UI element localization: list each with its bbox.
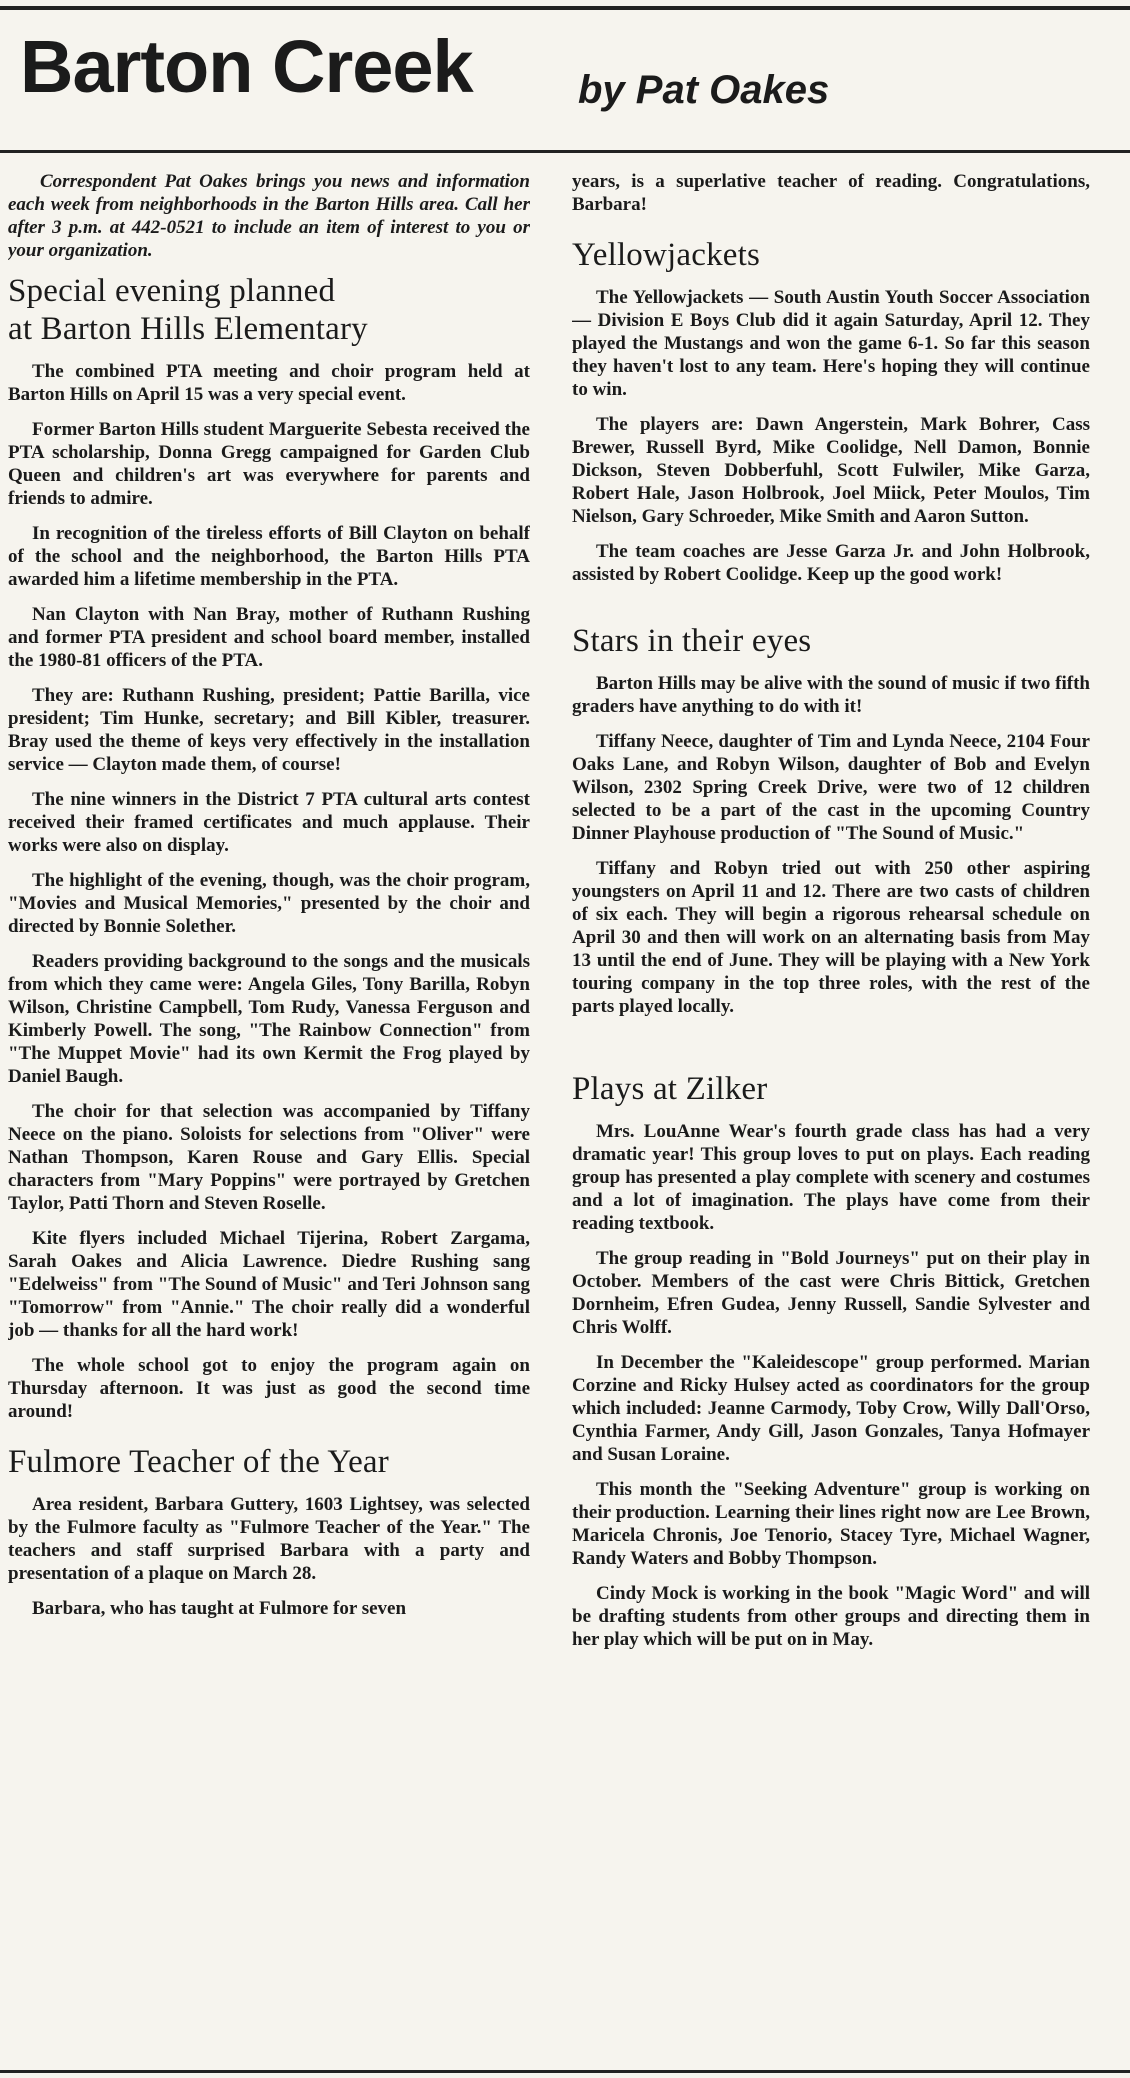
headline-line: at Barton Hills Elementary xyxy=(8,311,368,347)
article-paragraph: This month the "Seeking Adventure" group is working on their production. Learning their lines right now are Lee Brown, Maricela Chronis, Joe Tenorio, Stacey Tyre, Michael Wagner, Randy Waters and Bobby Thompson. xyxy=(572,1479,1090,1569)
byline: by Pat Oakes xyxy=(578,68,830,112)
right-column xyxy=(572,170,1090,2065)
article-paragraph: Barbara, who has taught at Fulmore for seven xyxy=(32,1598,407,1619)
article-paragraph: The combined PTA meeting and choir program held at Barton Hills on April 15 was a very special event. xyxy=(8,361,530,405)
article-paragraph: Barton Hills may be alive with the sound of music if two fifth graders have anything to do with it! xyxy=(572,673,1090,717)
article-paragraph: Tiffany and Robyn tried out with 250 other aspiring youngsters on April 11 and 12. There are two casts of children of six each. They will begin a rigorous rehearsal schedule on April 30 and then will work on an alternating basis from May 13 until the end of June. They will be playing with a New York touring company in the top three roles, with the rest of the parts played locally. xyxy=(572,858,1090,1017)
article-paragraph: The highlight of the evening, though, was the choir program, "Movies and Musical Memories," presented by the choir and directed by Bonnie Solether. xyxy=(8,870,530,937)
article-paragraph: The Yellowjackets — South Austin Youth Soccer Association — Division E Boys Club did it again Saturday, April 12. They played the Mustangs and won the game 6-1. So far this season they haven't lost to any team. Here's hoping they will continue to win. xyxy=(572,287,1090,400)
headline-fulmore-teacher: Fulmore Teacher of the Year xyxy=(8,1444,389,1480)
article-paragraph: Nan Clayton with Nan Bray, mother of Ruthann Rushing and former PTA president and school board member, installed the 1980-81 officers of the PTA. xyxy=(8,604,530,671)
article-paragraph: Mrs. LouAnne Wear's fourth grade class has had a very dramatic year! This group loves to put on plays. Each reading group has presented a play complete with scenery and costumes and a lot of imagination. The plays have come from their reading textbook. xyxy=(572,1121,1090,1234)
article-paragraph: The team coaches are Jesse Garza Jr. and John Holbrook, assisted by Robert Coolidge. Keep up the good work! xyxy=(572,541,1090,585)
article-paragraph: Cindy Mock is working in the book "Magic Word" and will be drafting students from other groups and directing them in her play which will be put on in May. xyxy=(572,1583,1090,1650)
article-paragraph: In December the "Kaleidescope" group performed. Marian Corzine and Ricky Hulsey acted as coordinators for the group which included: Jeanne Carmody, Toby Crow, Willy Dall'Orso, Cynthia Farmer, Andy Gill, Jason Gonzales, Tanya Hofmayer and Susan Loraine. xyxy=(572,1352,1090,1465)
article-paragraph: The group reading in "Bold Journeys" put on their play in October. Members of the cast were Chris Bittick, Gretchen Dornheim, Efren Gudea, Jenny Russell, Sandie Sylvester and Chris Wolff. xyxy=(572,1248,1090,1338)
column-title: Barton Creek xyxy=(20,25,473,108)
article-paragraph: They are: Ruthann Rushing, president; Pattie Barilla, vice president; Tim Hunke, secretary; and Bill Kibler, treasurer. Bray used the theme of keys very effectively in the installation service — Clayton made them, of course! xyxy=(8,685,530,775)
top-rule xyxy=(0,6,1130,10)
article-paragraph: The players are: Dawn Angerstein, Mark Bohrer, Cass Brewer, Russell Byrd, Mike Coolidge, Nell Damon, Bonnie Dickson, Steven Dobberfuhl, Scott Fulwiler, Mike Garza, Robert Hale, Jason Holbrook, Joel Miick, Peter Moulos, Tim Nielson, Gary Schroeder, Mike Smith and Aaron Sutton. xyxy=(572,414,1090,527)
masthead xyxy=(20,25,1110,118)
masthead-rule xyxy=(0,150,1130,153)
article-paragraph: The nine winners in the District 7 PTA cultural arts contest received their framed certificates and much applause. Their works were also on display. xyxy=(8,789,530,856)
article-paragraph: The choir for that selection was accompanied by Tiffany Neece on the piano. Soloists for selections from "Oliver" were Nathan Thompson, Karen Rouse and Gary Ellis. Special characters from "Mary Poppins" were portrayed by Gretchen Taylor, Patti Thorn and Steven Roselle. xyxy=(8,1101,530,1214)
article-continuation: years, is a superlative teacher of reading. Congratulations, Barbara! xyxy=(572,171,1090,215)
article-paragraph: In recognition of the tireless efforts of Bill Clayton on behalf of the school and the neighborhood, the Barton Hills PTA awarded him a lifetime membership in the PTA. xyxy=(8,523,530,590)
correspondent-intro: Correspondent Pat Oakes brings you news and information each week from neighborhoods in the Barton Hills area. Call her after 3 p.m. at 442-0521 to include an item of interest to you or your organization. xyxy=(8,171,530,261)
article-paragraph: Kite flyers included Michael Tijerina, Robert Zargama, Sarah Oakes and Alicia Lawrence. Diedre Rushing sang "Edelweiss" from "The Sound of Music" and Teri Johnson sang "Tomorrow" from "Annie." The choir really did a wonderful job — thanks for all the hard work! xyxy=(8,1228,530,1341)
article-paragraph: Former Barton Hills student Marguerite Sebesta received the PTA scholarship, Donna Gregg campaigned for Garden Club Queen and children's art was everywhere for parents and friends to admire. xyxy=(8,419,530,509)
headline-line: Special evening planned xyxy=(8,273,336,309)
article-paragraph: Area resident, Barbara Guttery, 1603 Lightsey, was selected by the Fulmore faculty as "Fulmore Teacher of the Year." The teachers and staff surprised Barbara with a party and presentation of a plaque on March 28. xyxy=(8,1494,530,1584)
article-paragraph: The whole school got to enjoy the program again on Thursday afternoon. It was just as good the second time around! xyxy=(8,1355,530,1422)
headline-special-evening xyxy=(8,272,530,348)
article-paragraph: Tiffany Neece, daughter of Tim and Lynda Neece, 2104 Four Oaks Lane, and Robyn Wilson, daughter of Bob and Evelyn Wilson, 2302 Spring Creek Drive, were two of 12 children selected to be a part of the cast in the upcoming Country Dinner Playhouse production of "The Sound of Music." xyxy=(572,731,1090,844)
bottom-rule xyxy=(0,2070,1130,2073)
headline-yellowjackets: Yellowjackets xyxy=(572,237,761,273)
headline-stars-in-their-eyes: Stars in their eyes xyxy=(572,623,812,659)
article-paragraph: Readers providing background to the songs and the musicals from which they came were: Angela Giles, Tony Barilla, Robyn Wilson, Christine Campbell, Tom Rudy, Vanessa Ferguson and Kimberly Powell. The song, "The Rainbow Connection" from "The Muppet Movie" had its own Kermit the Frog played by Daniel Baugh. xyxy=(8,951,530,1087)
headline-plays-at-zilker: Plays at Zilker xyxy=(572,1071,768,1107)
left-column xyxy=(8,170,530,2065)
